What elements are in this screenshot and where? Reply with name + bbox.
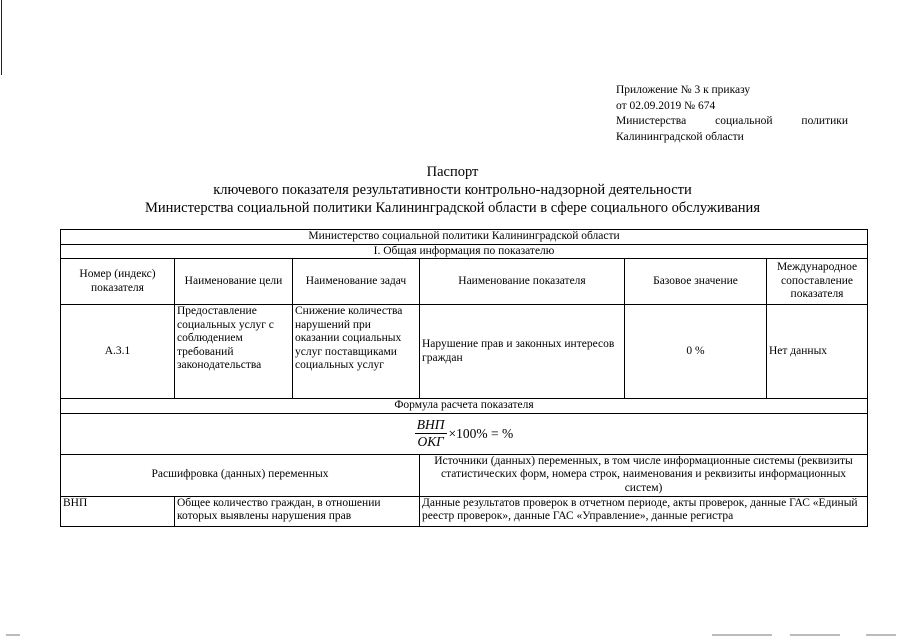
passport-table (60, 229, 868, 527)
scan-bottom-marks (0, 634, 905, 638)
header-number: Номер (индекс) показателя (61, 259, 175, 305)
formula-rest: ×100% = % (448, 425, 514, 441)
title-line-1: Паспорт (426, 164, 479, 180)
header-indicator: Наименование показателя (420, 259, 625, 305)
section-general-info: I. Общая информация по показателю (61, 244, 868, 259)
appendix-line-2: от 02.09.2019 № 674 (616, 99, 716, 112)
appendix-note (616, 83, 848, 145)
appendix-line-4: Калининградской области (616, 130, 744, 143)
cell-indicator: Нарушение прав и законных интересов граждан (420, 305, 625, 399)
cell-intl-comparison: Нет данных (767, 305, 868, 399)
appendix-word: политики (801, 115, 848, 127)
document-title (0, 163, 905, 217)
appendix-line-3 (616, 114, 848, 130)
cell-base-value: 0 % (625, 305, 767, 399)
header-base-value: Базовое значение (625, 259, 767, 305)
cell-tasks: Снижение количества нарушений при оказании социальных услуг поставщиками социальных услуг (293, 305, 420, 399)
appendix-word: социальной (715, 115, 773, 127)
header-goal: Наименование цели (175, 259, 293, 305)
formula-header: Формула расчета показателя (61, 399, 868, 414)
header-tasks: Наименование задач (293, 259, 420, 305)
ministry-header: Министерство социальной политики Калининградской области (61, 230, 868, 245)
formula-cell (61, 413, 868, 454)
scan-edge-line (1, 0, 2, 75)
header-intl-comparison: Международное сопоставление показателя (767, 259, 868, 305)
appendix-line-1: Приложение № 3 к приказу (616, 84, 751, 96)
cell-number: А.3.1 (61, 305, 175, 399)
formula-numerator: ВНП (416, 417, 445, 432)
formula (415, 417, 513, 450)
formula-fraction (415, 417, 447, 450)
title-line-3: Министерства социальной политики Калининградской области в сфере социального обслуживания (144, 200, 760, 216)
variable-description: Общее количество граждан, в отношении которых выявлены нарушения прав (175, 496, 420, 526)
variable-source: Данные результатов проверок в отчетном периоде, акты проверок, данные ГАС «Единый реестр проверок», данные ГАС «Управление», данные регистра (420, 496, 868, 526)
variables-header: Расшифровка (данных) переменных (61, 454, 420, 496)
variable-name: ВНП (61, 496, 175, 526)
cell-goal: Предоставление социальных услуг с соблюдением требований законодательства (175, 305, 293, 399)
sources-header: Источники (данных) переменных, в том числе информационные системы (реквизиты статистических форм, номера строк, наименования и реквизиты информационных систем) (420, 454, 868, 496)
formula-denominator: ОКГ (417, 434, 444, 449)
appendix-word: Министерства (616, 115, 687, 127)
title-line-2: ключевого показателя результативности контрольно-надзорной деятельности (213, 182, 692, 198)
